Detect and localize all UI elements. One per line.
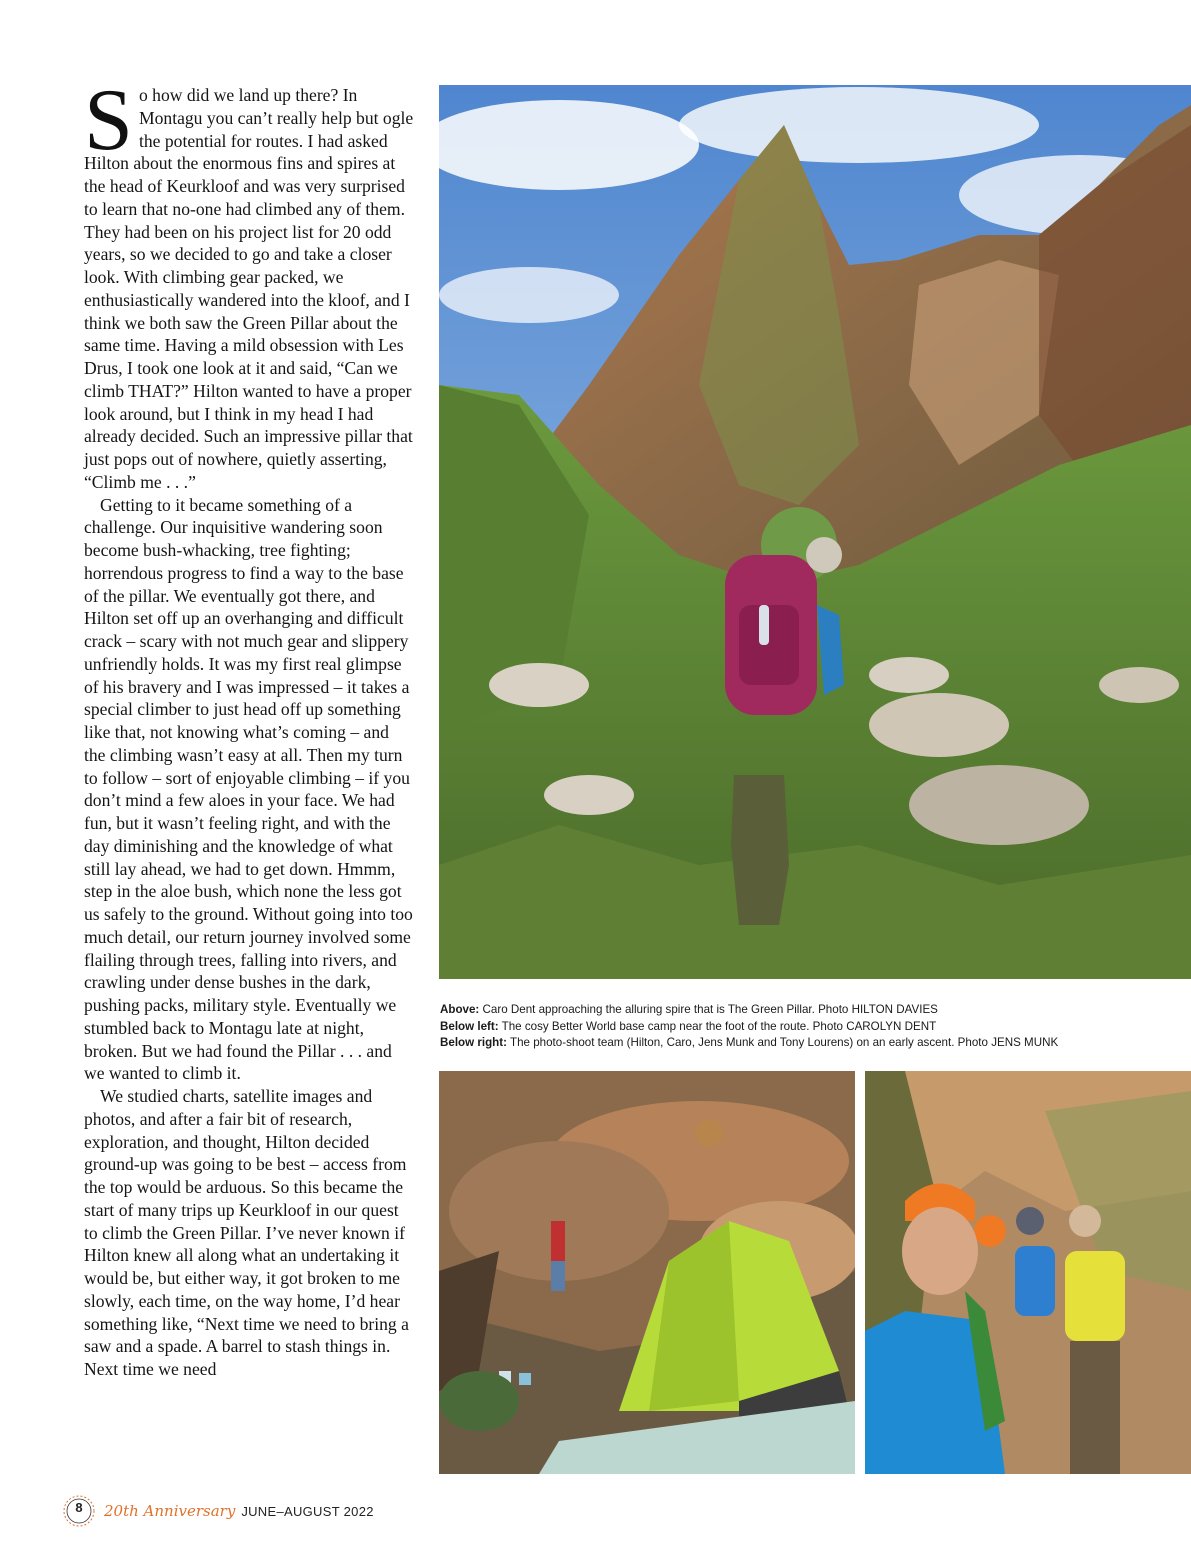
- page-footer: [62, 1493, 374, 1529]
- drop-cap: S: [84, 72, 133, 169]
- page-number-badge: [62, 1494, 96, 1528]
- anniversary-logo: 20th Anniversary: [104, 1502, 236, 1520]
- article-body: [84, 72, 414, 1381]
- caption-below-right: Below right: The photo-shoot team (Hilton, Caro, Jens Munk and Tony Lourens) on an early ascent. Photo JENS MUNK: [440, 1036, 1059, 1049]
- caption-below-left: Below left: The cosy Better World base camp near the foot of the route. Photo CAROLYN DENT: [440, 1019, 937, 1033]
- caption-above: Above: Caro Dent approaching the alluring spire that is The Green Pillar. Photo HILTON DAVIES: [440, 1003, 938, 1016]
- paragraph-1: [84, 72, 414, 494]
- issue-date: JUNE–AUGUST 2022: [241, 1503, 374, 1519]
- paragraph-3: We studied charts, satellite images and photos, and after a fair bit of research, exploration, and thought, Hilton decided ground-up was going to be best – access from the top would be arduous. So this became the start of many trips up Keurkloof in our quest to climb the Green Pillar. I’ve never known if Hilton knew all along what an undertaking it would be, but either way, it got broken to me slowly, each time, on the way home, I’d hear something like, “Next time we need to bring a saw and a spade. A barrel to stash things in. Next time we need: [84, 1086, 409, 1379]
- photo-climbing-team: [865, 1071, 1191, 1474]
- photo-captions: [440, 1002, 1180, 1052]
- page-number: 8: [75, 1500, 83, 1515]
- paragraph-2: Getting to it became something of a challenge. Our inquisitive wandering soon become bush-whacking, tree fighting; horrendous progress to find a way to the base of the pillar. We eventually got there, and Hilton set off up an overhanging and difficult crack – scary with not much gear and slippery unfriendly holds. It was my first real glimpse of his bravery and I was impressed – it takes a special climber to just head off up something like that, not knowing what’s coming – and the climbing wasn’t easy at all. Then my turn to follow – sort of enjoyable climbing – if you don’t mind a few aloes in your face. We had fun, but it wasn’t feeling right, and with the day diminishing and the knowledge of what still lay ahead, we had to get down. Hmmm, step in the aloe bush, which none the less got us safely to the ground. Without going into too much detail, our return journey involved some flailing through trees, falling into rivers, and crawling under dense bushes in the dark, pushing packs, military style. Eventually we stumbled back to Montagu late at night, broken. But we had found the Pillar . . . and we wanted to climb it.: [84, 494, 413, 1084]
- paragraph-1-text: o how did we land up there? In Montagu you can’t really help but ogle the potential for routes. I had asked Hilton about the enormous fins and spires at the head of Keurkloof and was very surprised to learn that no-one had climbed any of them. They had been on his project list for 20 odd years, so we decided to go and take a closer look. With climbing gear packed, we enthusiastically wandered into the kloof, and I think we both saw the Green Pillar about the same time. Having a mild obsession with Les Drus, I took one look at it and said, “Can we climb THAT?” Hilton wanted to have a proper look around, but I think in my head I had already decided. Such an impressive pillar that just pops out of nowhere, quietly asserting, “Climb me . . .”: [84, 85, 414, 492]
- photo-base-camp-tent: [439, 1071, 855, 1474]
- photo-green-pillar-approach: [439, 85, 1191, 979]
